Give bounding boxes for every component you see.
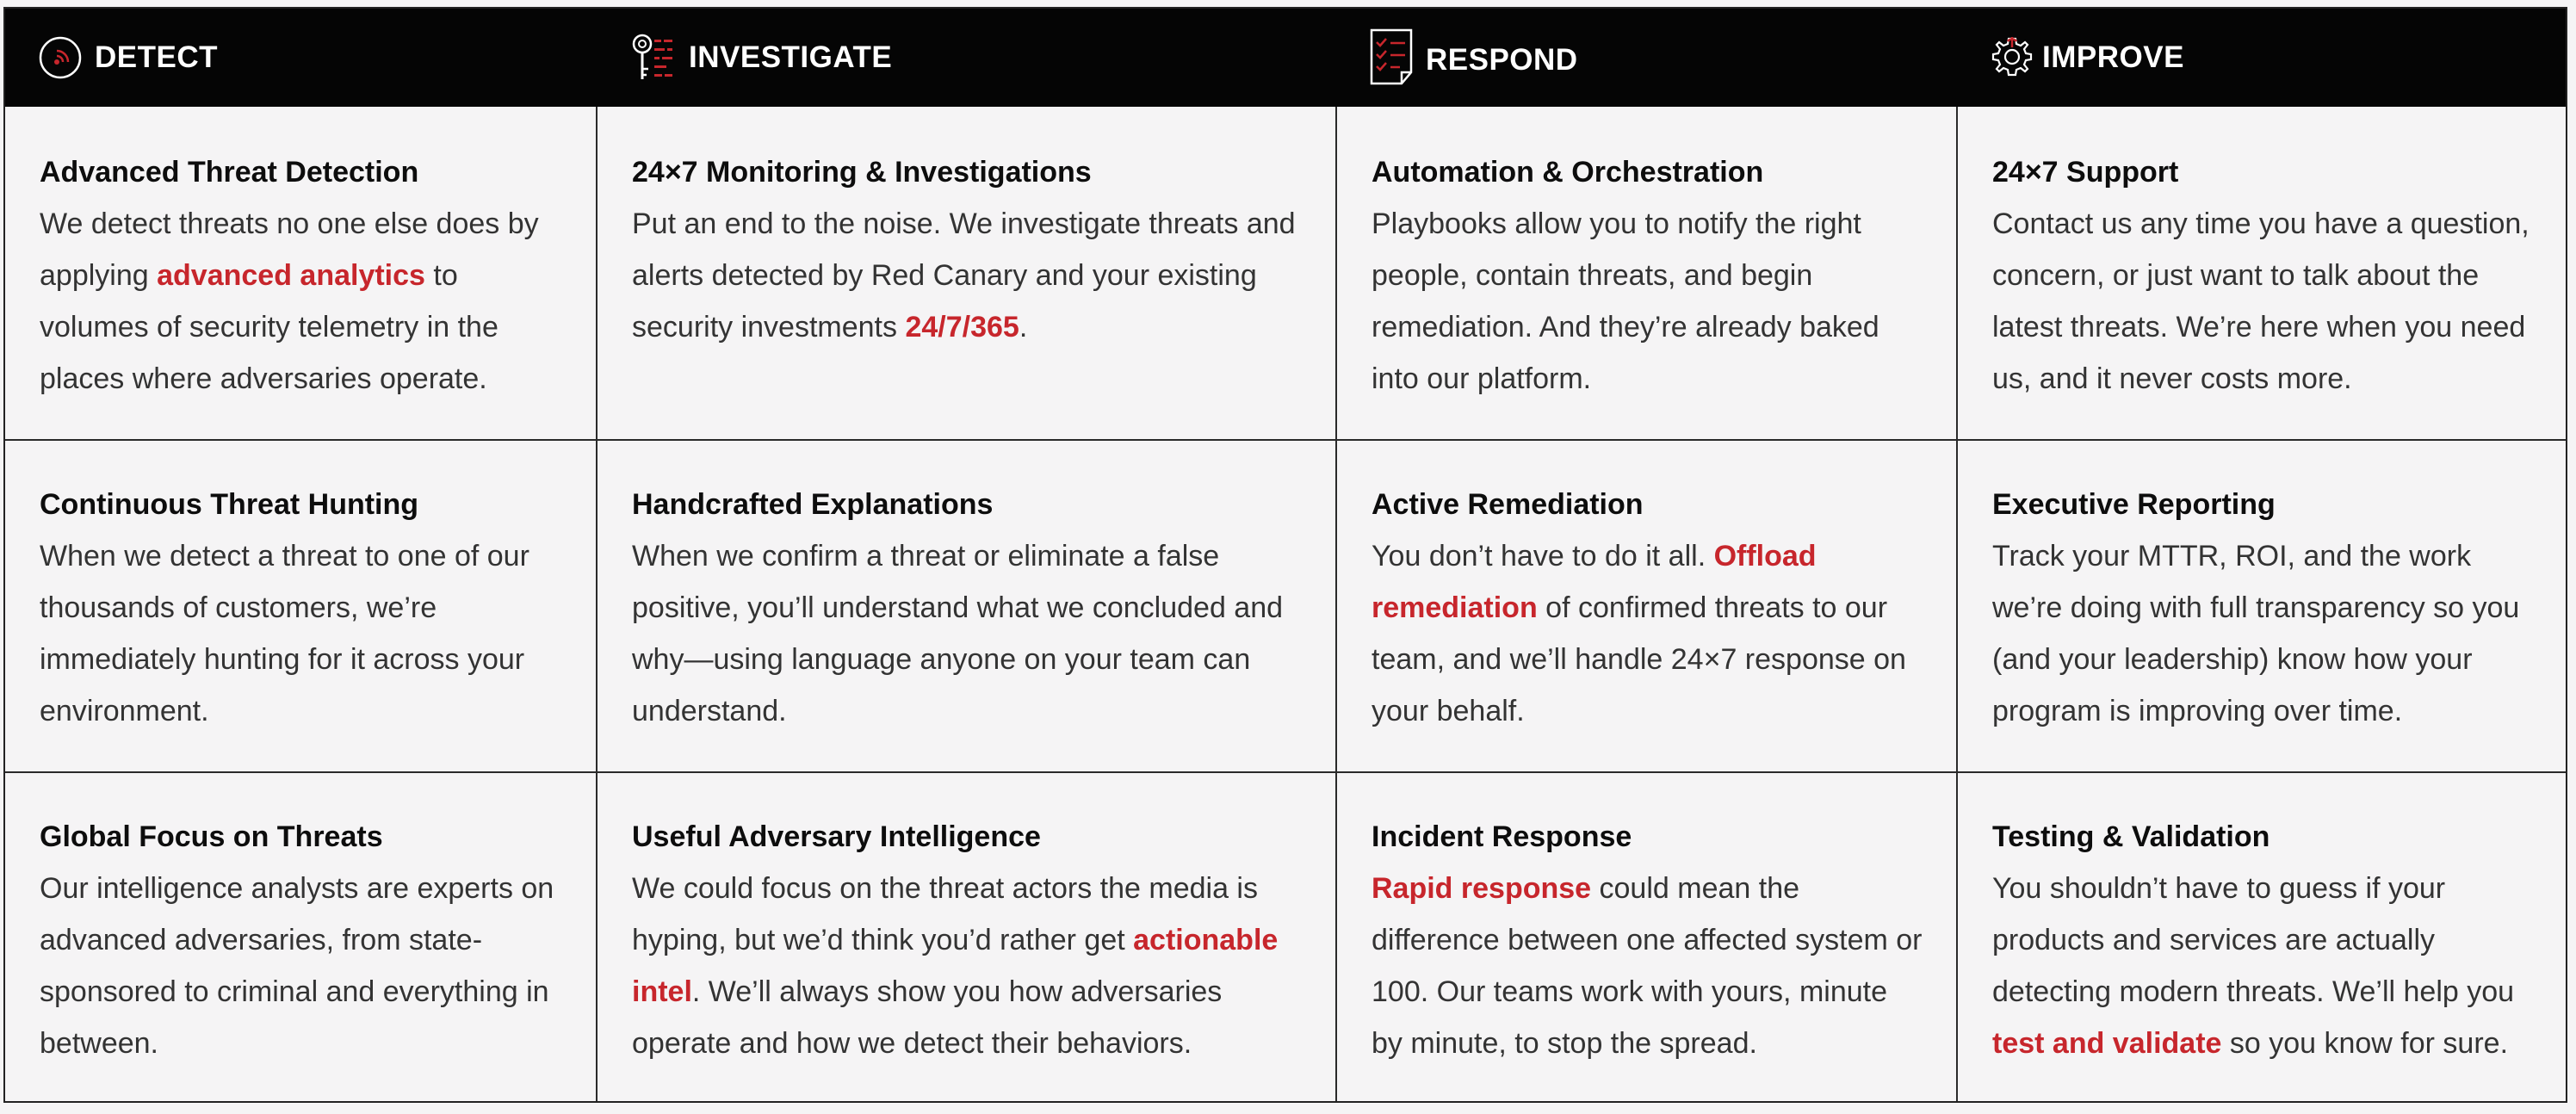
row-divider [5, 439, 2566, 441]
description-text: of confirmed threats to our team, and we’ll handle 24×7 response on your behalf. [1372, 591, 1906, 727]
column-divider [1335, 107, 1337, 1101]
service-cell [1992, 479, 2543, 737]
service-description [632, 863, 1321, 1069]
description-text: to volumes of security telemetry in the places where adversaries operate. [40, 259, 498, 395]
description-text: . [1019, 311, 1028, 343]
service-description [632, 530, 1321, 737]
service-description [1992, 530, 2543, 737]
service-title: Continuous Threat Hunting [40, 488, 419, 521]
description-text: Our intelligence analysts are experts on advanced adversaries, from state-sponsored to criminal and everything in between. [40, 872, 554, 1060]
service-title: Global Focus on Threats [40, 820, 383, 853]
service-cell [632, 146, 1321, 353]
header-detect [38, 9, 218, 107]
row-divider [5, 771, 2566, 773]
service-cell [632, 479, 1321, 737]
radar-icon [38, 35, 83, 80]
service-description [40, 863, 573, 1069]
column-divider [1956, 107, 1958, 1101]
service-description [40, 198, 573, 405]
service-description [40, 530, 573, 737]
magnifier-key-icon [630, 33, 677, 83]
service-description [1372, 198, 1923, 405]
header-label: DETECT [95, 40, 218, 74]
description-text: When we confirm a threat or eliminate a false positive, you’ll understand what we concluded and why—using language anyone on your team can understand. [632, 540, 1284, 727]
description-text: so you know for sure. [2221, 1027, 2509, 1060]
highlight-link[interactable]: Rapid response [1372, 872, 1592, 905]
description-text: Playbooks allow you to notify the right people, contain threats, and begin remediation. And they’re already baked into our platform. [1372, 207, 1879, 395]
service-description [1372, 530, 1923, 737]
header-label: IMPROVE [2042, 40, 2184, 74]
service-cell [1992, 146, 2543, 405]
service-cell [1372, 146, 1923, 405]
service-title: Active Remediation [1372, 488, 1644, 521]
service-title: Testing & Validation [1992, 820, 2270, 853]
header-investigate [630, 9, 892, 107]
header-respond [1369, 9, 1578, 107]
service-cell [632, 811, 1321, 1069]
service-description [1372, 863, 1923, 1069]
description-text: could mean the difference between one affected system or 100. Our teams work with yours, minute by minute, to stop the spread. [1372, 872, 1923, 1060]
description-text: Contact us any time you have a question, concern, or just want to talk about the latest threats. We’re here when you need us, and it never costs more. [1992, 207, 2530, 395]
highlight-link[interactable]: Offload remediation [1372, 540, 1817, 624]
service-cell [40, 811, 573, 1069]
column-divider [596, 107, 598, 1101]
service-title: Useful Adversary Intelligence [632, 820, 1041, 853]
description-text: When we detect a threat to one of our thousands of customers, we’re immediately hunting for it across your environment. [40, 540, 529, 727]
description-text: Track your MTTR, ROI, and the work we’re doing with full transparency so you (and your leadership) know how your program is improving over time. [1992, 540, 2520, 727]
checklist-icon [1369, 28, 1414, 86]
service-title: Incident Response [1372, 820, 1632, 853]
highlight-link[interactable]: 24/7/365 [905, 311, 1019, 343]
service-description [632, 198, 1321, 353]
description-text: Put an end to the noise. We investigate threats and alerts detected by Red Canary and your existing security investments [632, 207, 1296, 343]
service-cell [1372, 479, 1923, 737]
header-label: RESPOND [1426, 43, 1578, 77]
service-cell [1372, 811, 1923, 1069]
service-description [1992, 198, 2543, 405]
highlight-link[interactable]: actionable intel [632, 924, 1279, 1008]
service-description [1992, 863, 2543, 1069]
service-title: Advanced Threat Detection [40, 156, 419, 189]
services-table [3, 7, 2567, 1103]
service-cell [40, 146, 573, 405]
service-cell [40, 479, 573, 737]
description-text: . We’ll always show you how adversaries operate and how we detect their behaviors. [632, 975, 1223, 1060]
table-header [5, 9, 2566, 107]
service-title: Handcrafted Explanations [632, 488, 994, 521]
description-text: We detect threats no one else does by applying [40, 207, 539, 292]
header-improve [1991, 9, 2184, 107]
description-text: You don’t have to do it all. [1372, 540, 1714, 572]
header-label: INVESTIGATE [689, 40, 893, 74]
highlight-link[interactable]: test and validate [1992, 1027, 2222, 1060]
service-title: 24×7 Monitoring & Investigations [632, 156, 1092, 189]
highlight-link[interactable]: advanced analytics [157, 259, 425, 292]
description-text: We could focus on the threat actors the media is hyping, but we’d think you’d rather get [632, 872, 1258, 956]
gear-icon [1991, 35, 2034, 80]
description-text: You shouldn’t have to guess if your products and services are actually detecting modern threats. We’ll help you [1992, 872, 2515, 1008]
service-title: 24×7 Support [1992, 156, 2179, 189]
service-title: Executive Reporting [1992, 488, 2276, 521]
service-title: Automation & Orchestration [1372, 156, 1764, 189]
service-cell [1992, 811, 2543, 1069]
